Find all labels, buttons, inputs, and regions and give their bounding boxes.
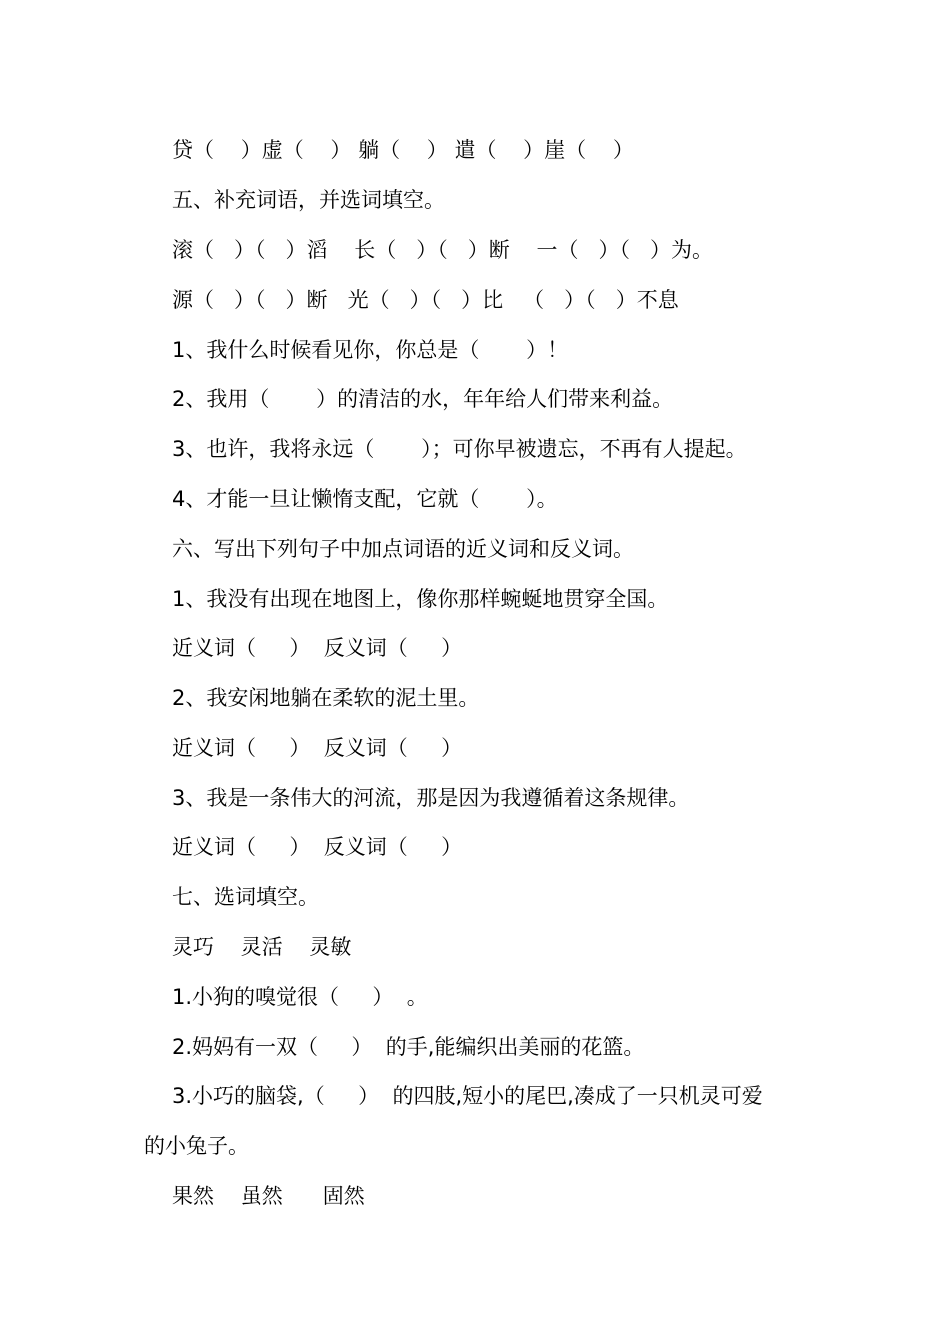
question-5-2: 2、我用（ ）的清洁的水，年年给人们带来利益。 [172, 387, 674, 411]
char-fill-line: 贷（ ）虚（ ） 躺（ ） 遣（ ）崖（ ） [172, 138, 634, 162]
answer-6-2: 近义词（ ） 反义词（ ） [172, 736, 463, 760]
word-choices-1: 灵巧 灵活 灵敏 [172, 935, 352, 959]
idiom-fill-line-2: 源（ ）（ ）断 光（ ）（ ）比 （ ）（ ）不息 [172, 288, 679, 312]
word-choices-2: 果然 虽然 固然 [172, 1184, 365, 1208]
question-5-3: 3、也许，我将永远（ ）；可你早被遗忘，不再有人提起。 [172, 437, 747, 461]
section-6-heading: 六、写出下列句子中加点词语的近义词和反义词。 [172, 537, 634, 561]
question-7-3-continued: 的小兔子。 [144, 1134, 249, 1158]
question-6-1: 1、我没有出现在地图上，像你那样蜿蜒地贯穿全国。 [172, 587, 669, 611]
section-5-heading: 五、补充词语，并选词填空。 [172, 188, 445, 212]
question-5-4: 4、才能一旦让懒惰支配，它就（ ）。 [172, 487, 558, 511]
question-6-2: 2、我安闲地躺在柔软的泥土里。 [172, 686, 480, 710]
answer-6-3: 近义词（ ） 反义词（ ） [172, 835, 463, 859]
question-6-3: 3、我是一条伟大的河流，那是因为我遵循着这条规律。 [172, 786, 690, 810]
idiom-fill-line-1: 滚（ ）（ ）滔 长（ ）（ ）断 一（ ）（ ）为。 [172, 238, 714, 262]
question-7-1: 1.小狗的嗅觉很（ ） 。 [172, 985, 428, 1009]
answer-6-1: 近义词（ ） 反义词（ ） [172, 636, 463, 660]
question-7-3: 3.小巧的脑袋,（ ） 的四肢,短小的尾巴,凑成了一只机灵可爱 [172, 1084, 763, 1108]
question-7-2: 2.妈妈有一双（ ） 的手,能编织出美丽的花篮。 [172, 1035, 645, 1059]
section-7-heading: 七、选词填空。 [172, 885, 319, 909]
question-5-1: 1、我什么时候看见你，你总是（ ）！ [172, 338, 569, 362]
